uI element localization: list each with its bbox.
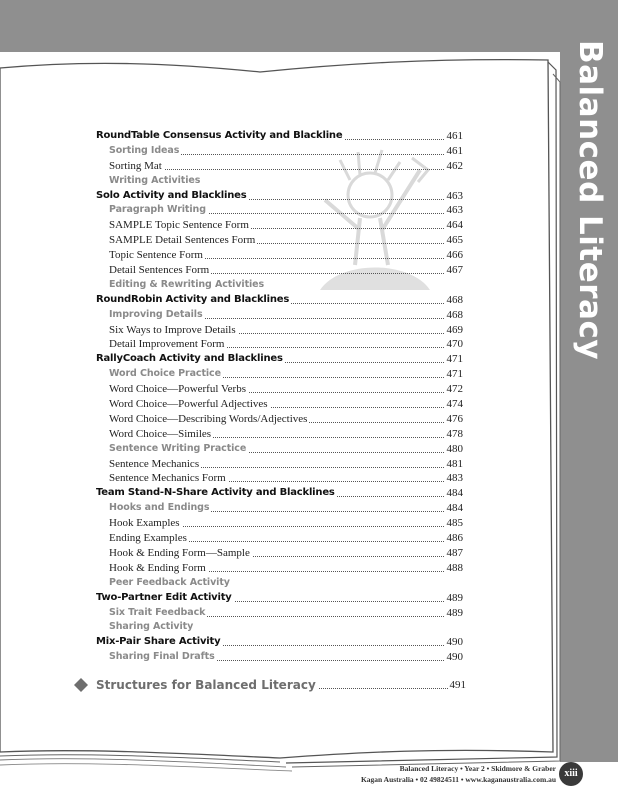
toc-entry[interactable] (96, 382, 462, 397)
toc-entry-label: Hooks and Endings (109, 501, 211, 516)
toc-entry-label: Solo Activity and Blacklines (96, 189, 248, 204)
toc-entry[interactable] (96, 576, 462, 591)
toc-entry[interactable] (96, 620, 462, 635)
toc-entry[interactable] (96, 412, 462, 427)
toc-entry-page: 487 (446, 546, 463, 559)
toc-entry-label: Editing & Rewriting Activities (109, 278, 266, 293)
toc-entry-label: Hook & Ending Form (109, 561, 206, 574)
toc-entry[interactable] (96, 427, 462, 442)
toc-entry-page: 465 (446, 234, 463, 247)
toc-entry[interactable] (96, 457, 462, 472)
toc-entry[interactable] (96, 278, 462, 293)
toc-entry-page: 480 (446, 442, 463, 455)
toc-entry[interactable] (96, 546, 462, 561)
toc-entry-page: 463 (446, 189, 463, 202)
toc-entry[interactable] (96, 159, 462, 174)
footer (361, 763, 556, 785)
toc-entry-label: Six Ways to Improve Details (109, 323, 236, 336)
toc-entry[interactable] (96, 337, 462, 352)
toc-entry-label: Paragraph Writing (109, 203, 208, 218)
toc-entry[interactable] (96, 635, 462, 650)
toc-entry-label: Sentence Mechanics Form (109, 472, 226, 485)
toc-entry-label: RoundTable Consensus Activity and Blackline (96, 129, 344, 144)
side-title: Balanced Literacy (572, 40, 608, 361)
toc-entry-label: Word Choice Practice (109, 367, 223, 382)
toc-entry-page: 483 (446, 472, 463, 485)
toc-entry[interactable] (96, 352, 462, 367)
toc-entry-label: Word Choice—Similes (109, 427, 212, 440)
toc-entry-label: Sentence Mechanics (109, 457, 200, 470)
toc-entry[interactable] (96, 516, 462, 531)
toc-entry-label: Detail Improvement Form (109, 338, 225, 351)
toc-entry-label: Peer Feedback Activity (109, 576, 232, 591)
footer-line-1: Balanced Literacy • Year 2 • Skidmore & Graber (399, 764, 556, 773)
toc-entry-label: RoundRobin Activity and Blacklines (96, 293, 291, 308)
toc-entry[interactable] (96, 248, 462, 263)
toc-entry[interactable] (96, 174, 462, 189)
toc-entry[interactable] (96, 367, 462, 382)
toc-entry-page: 461 (446, 130, 463, 142)
toc-entry[interactable] (96, 189, 462, 204)
toc-entry-page: 471 (446, 353, 463, 366)
toc-entry-page: 464 (446, 219, 463, 232)
toc-entry-page: 471 (446, 368, 463, 381)
toc-entry-label: Structures for Balanced Literacy (96, 678, 316, 692)
toc-entry[interactable] (96, 203, 462, 218)
toc-entry-label: Writing Activities (109, 174, 202, 189)
toc-entry-structures[interactable] (74, 676, 464, 694)
toc-entry-page: 490 (446, 636, 463, 649)
toc-entry-label: Team Stand-N-Share Activity and Blacklines (96, 486, 337, 501)
toc-entry-page: 486 (446, 532, 463, 545)
toc-entry-label: Hook & Ending Form—Sample (109, 546, 250, 559)
toc-entry-label: Sharing Activity (109, 620, 195, 635)
toc-entry[interactable] (96, 531, 462, 546)
toc-entry[interactable] (96, 233, 462, 248)
toc-entry-page: 489 (446, 591, 463, 604)
toc-entry[interactable] (96, 218, 462, 233)
toc-entry[interactable] (96, 308, 462, 323)
toc-entry[interactable] (96, 486, 462, 501)
toc-entry[interactable] (96, 561, 462, 576)
toc-entry-label: Two-Partner Edit Activity (96, 591, 234, 606)
table-of-contents (96, 129, 462, 665)
toc-entry-label: Ending Examples (109, 532, 187, 545)
toc-entry-label: SAMPLE Topic Sentence Form (109, 219, 249, 232)
toc-entry[interactable] (96, 129, 462, 144)
toc-entry-label: Word Choice—Powerful Verbs (109, 383, 247, 396)
toc-entry-page: 474 (446, 398, 463, 411)
toc-entry-page: 489 (446, 606, 463, 619)
toc-entry[interactable] (96, 442, 462, 457)
toc-entry-page: 469 (446, 323, 463, 336)
toc-entry-page: 468 (446, 293, 463, 306)
toc-entry[interactable] (96, 650, 462, 665)
toc-entry[interactable] (96, 471, 462, 486)
toc-entry-page: 491 (448, 676, 467, 694)
toc-entry-label: Hook Examples (109, 517, 180, 530)
toc-entry[interactable] (96, 397, 462, 412)
toc-entry[interactable] (96, 501, 462, 516)
toc-entry-label: Topic Sentence Form (109, 249, 203, 262)
toc-entry-label: Improving Details (109, 308, 205, 323)
toc-entry[interactable] (96, 606, 462, 621)
toc-entry-label: Word Choice—Describing Words/Adjectives (109, 412, 308, 425)
toc-entry-label: Mix-Pair Share Activity (96, 635, 222, 650)
toc-entry-label: Sentence Writing Practice (109, 442, 248, 457)
toc-entry[interactable] (96, 323, 462, 338)
toc-entry-page: 472 (446, 383, 463, 396)
page-number-badge: xiii (559, 762, 583, 786)
toc-entry-label: Sorting Mat (109, 159, 162, 172)
footer-line-2: Kagan Australia • 02 49824511 • www.kaganaustralia.com.au (360, 775, 556, 784)
toc-entry-page: 488 (446, 561, 463, 574)
toc-entry-page: 484 (446, 502, 463, 515)
toc-entry-page: 466 (446, 249, 463, 262)
toc-entry-page: 461 (446, 144, 463, 157)
toc-entry-label: Sharing Final Drafts (109, 650, 217, 665)
toc-entry-page: 463 (446, 204, 463, 217)
toc-entry-page: 468 (446, 308, 463, 321)
toc-entry-page: 484 (446, 487, 463, 500)
toc-entry-page: 478 (446, 427, 463, 440)
toc-entry-page: 485 (446, 517, 463, 530)
toc-entry[interactable] (96, 263, 462, 278)
toc-entry-label: Detail Sentences Form (109, 264, 210, 277)
toc-entry-page: 490 (446, 651, 463, 664)
toc-entry[interactable] (96, 293, 462, 308)
toc-entry-page: 462 (446, 159, 463, 172)
toc-entry-page: 470 (446, 338, 463, 351)
toc-entry-page: 467 (446, 264, 463, 277)
toc-entry-label: Word Choice—Powerful Adjectives (109, 398, 268, 411)
toc-entry-label: Six Trait Feedback (109, 606, 207, 621)
toc-entry-label: SAMPLE Detail Sentences Form (109, 234, 256, 247)
toc-entry-page: 476 (446, 412, 463, 425)
toc-entry[interactable] (96, 591, 462, 606)
toc-entry-page: 481 (446, 457, 463, 470)
diamond-bullet-icon (74, 678, 88, 692)
toc-entry[interactable] (96, 144, 462, 159)
toc-entry-label: Sorting Ideas (109, 144, 181, 159)
toc-entry-label: RallyCoach Activity and Blacklines (96, 352, 285, 367)
